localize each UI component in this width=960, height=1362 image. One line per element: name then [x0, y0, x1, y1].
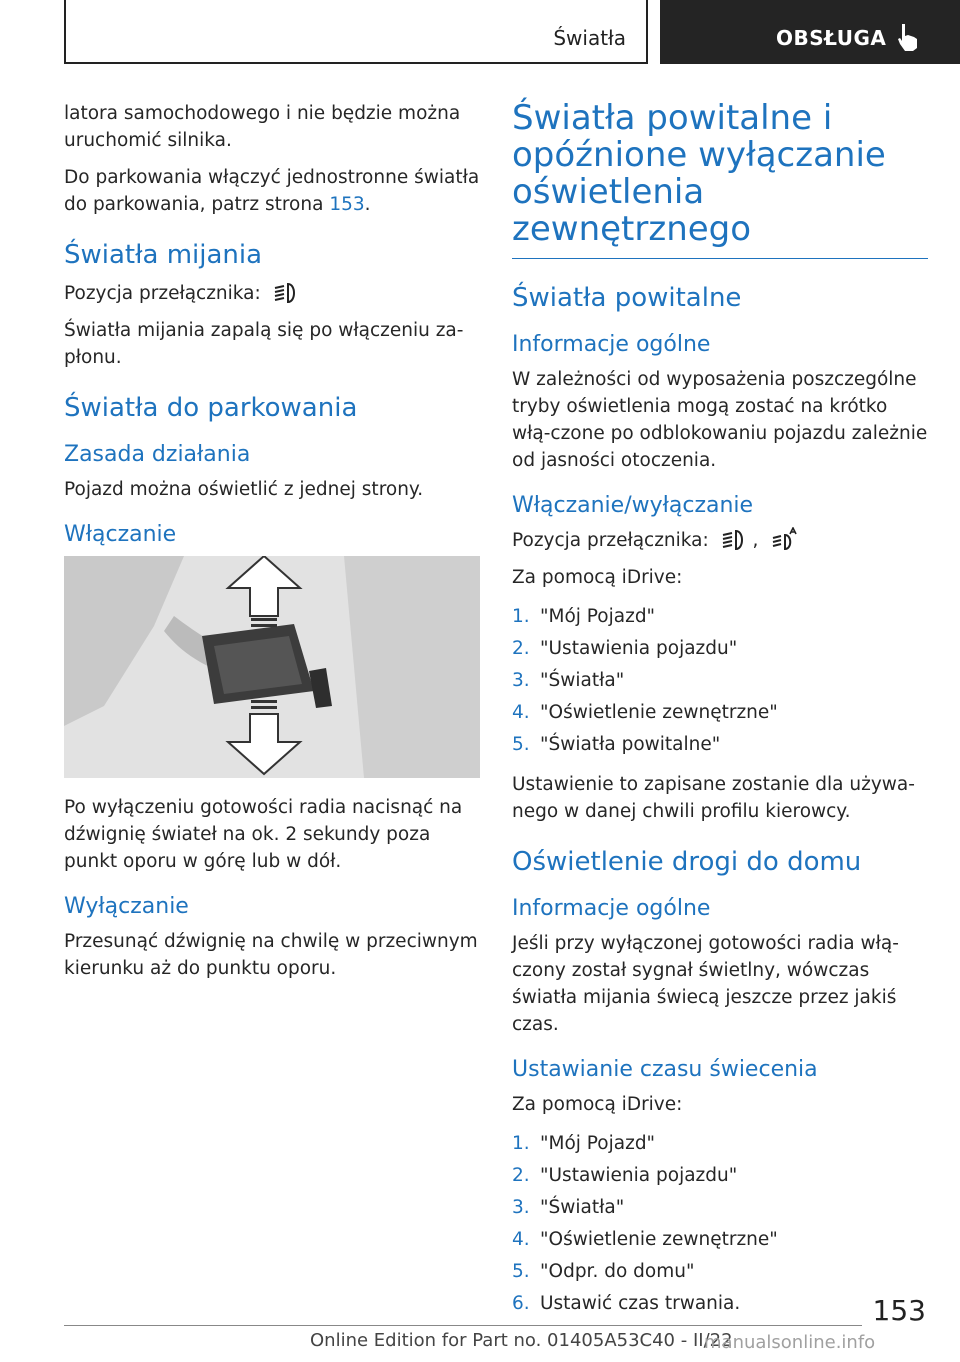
page-number: 153 [872, 1294, 926, 1327]
set-duration-idrive-label: Za pomocą iDrive: [512, 1094, 683, 1115]
heading-parking-lights: Światła do parkowania [64, 393, 358, 423]
heading-home-lighting: Oświetlenie drogi do domu [512, 847, 862, 877]
switch-on-description: Po wyłączeniu gotowości radia nacisnąć na dźwignię świateł na ok. 2 sekundy poza punkt oporu w górę lub w dół. [64, 797, 463, 872]
low-beam-icon [273, 282, 299, 304]
list-item: 5. "Odpr. do domu" [512, 1261, 695, 1282]
list-item: 2. "Ustawienia pojazdu" [512, 638, 738, 659]
header-chapter-tab [660, 0, 960, 64]
list-item: 3. "Światła" [512, 1197, 625, 1218]
heading-switch-on: Włączanie [64, 522, 177, 547]
automatic-headlight-icon [770, 527, 798, 551]
paragraph-parking-ref [64, 164, 480, 218]
list-item: 2. "Ustawienia pojazdu" [512, 1165, 738, 1186]
list-item: 1. "Mój Pojazd" [512, 1133, 656, 1154]
light-lever-illustration [64, 556, 480, 778]
list-item: 6. Ustawić czas trwania. [512, 1293, 741, 1314]
heading-general-info-2: Informacje ogólne [512, 896, 711, 921]
parking-ref-end: . [364, 194, 371, 215]
heading-set-duration: Ustawianie czasu świecenia [512, 1057, 818, 1082]
header-chapter-title: OBSŁUGA [776, 26, 887, 50]
list-item: 1. "Mój Pojazd" [512, 606, 656, 627]
low-beam-description: Światła mijania zapalą się po włączeniu za-płonu. [64, 320, 464, 368]
page-link-153[interactable]: 153 [329, 194, 365, 215]
heading-welcome-and-delayed-lights: Światła powitalne i opóźnione wyłączanie oświetlenia zewnętrznego [512, 100, 928, 259]
home-lighting-steps [512, 1128, 928, 1320]
low-beam-icon [721, 529, 747, 551]
list-item: 3. "Światła" [512, 670, 625, 691]
parking-ref-text: Do parkowania włączyć jednostronne światła do parkowania, patrz strona [64, 167, 480, 215]
footer-watermark: manualsonline.info [704, 1332, 876, 1353]
on-off-note: Ustawienie to zapisane zostanie dla używa-nego w danej chwili profilu kierowcy. [512, 774, 915, 822]
general-info-2-text: Jeśli przy wyłączonej gotowości radia włą-czony został sygnał świetlny, wówczas światła mijania świecą jeszcze przez jakiś czas. [512, 933, 899, 1035]
paragraph-continuation: latora samochodowego i nie będzie można uruchomić silnika. [64, 103, 461, 151]
heading-principle: Zasada działania [64, 442, 251, 467]
on-off-switch-label: Pozycja przełącznika: [512, 530, 709, 551]
heading-welcome-lights: Światła powitalne [512, 283, 742, 313]
low-beam-switch-position [64, 280, 480, 307]
list-item: 4. "Oświetlenie zewnętrzne" [512, 702, 778, 723]
pointing-hand-icon [896, 22, 922, 52]
footer-edition: Online Edition for Part no. 01405A53C40 - II/22 [310, 1330, 733, 1351]
left-column [64, 100, 480, 992]
list-item: 5. "Światła powitalne" [512, 734, 721, 755]
on-off-idrive-label: Za pomocą iDrive: [512, 567, 683, 588]
general-info-1-text: W zależności od wyposażenia poszczególne tryby oświetlenia mogą zostać na krótko włą-czone po odblokowaniu pojazdu zależnie od jasności otoczenia. [512, 369, 928, 471]
heading-general-info-1: Informacje ogólne [512, 332, 711, 357]
heading-low-beam: Światła mijania [64, 240, 263, 270]
header-section-title: Światła [553, 26, 626, 50]
on-off-switch-position [512, 527, 928, 554]
list-item: 4. "Oświetlenie zewnętrzne" [512, 1229, 778, 1250]
switch-off-description: Przesunąć dźwignię na chwilę w przeciwnym kierunku aż do punktu oporu. [64, 931, 478, 979]
heading-switch-off: Wyłączanie [64, 894, 189, 919]
heading-on-off: Włączanie/wyłączanie [512, 493, 754, 518]
low-beam-switch-label: Pozycja przełącznika: [64, 283, 261, 304]
footer-divider [64, 1325, 862, 1326]
principle-description: Pojazd można oświetlić z jednej strony. [64, 479, 424, 500]
right-column [512, 100, 928, 1330]
switch-separator: , [752, 530, 759, 551]
header-section-box [64, 0, 648, 64]
welcome-lights-steps [512, 601, 928, 761]
